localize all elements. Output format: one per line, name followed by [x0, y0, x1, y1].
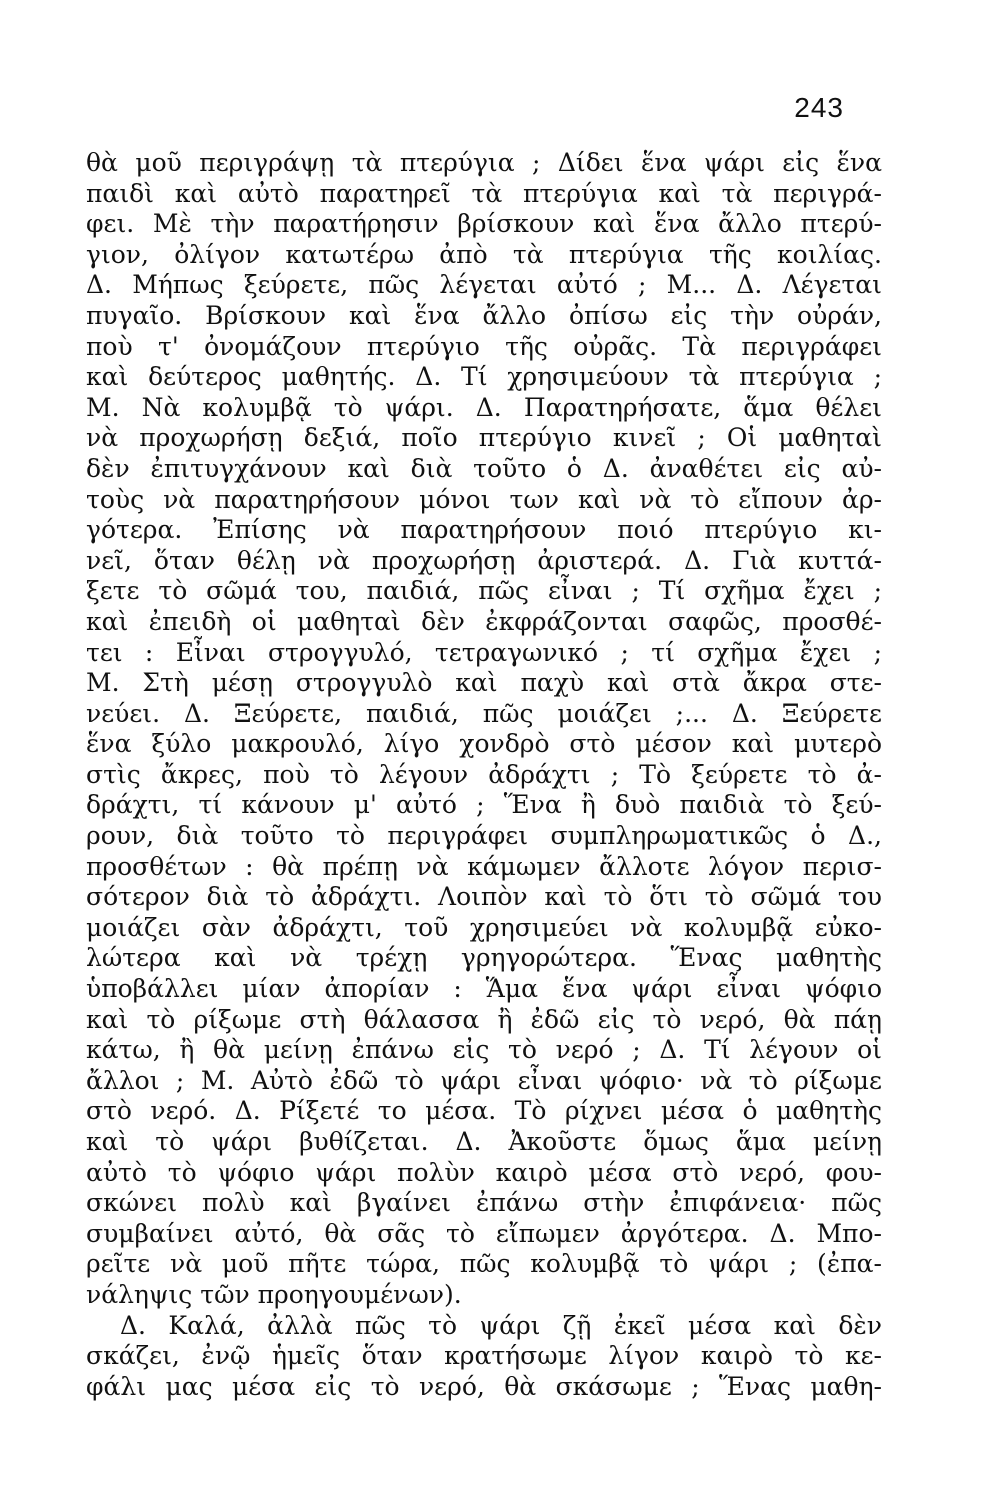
text-line: σκάζει, ἐνῷ ἡμεῖς ὅταν κρατήσωμε λίγον καιρὸ τὸ κε-: [86, 1341, 882, 1371]
text-line: κάτω, ἢ θὰ μείνῃ ἐπάνω εἰς τὸ νερό ; Δ. Τί λέγουν οἱ: [86, 1035, 882, 1065]
text-line: Δ. Καλά, ἀλλὰ πῶς τὸ ψάρι ζῇ ἐκεῖ μέσα καὶ δὲν: [120, 1310, 882, 1340]
text-line: ποὺ τ' ὀνομάζουν πτερύγιο τῆς οὐρᾶς. Τὰ περιγράφει: [86, 331, 882, 361]
text-line: καὶ ἐπειδὴ οἱ μαθηταὶ δὲν ἐκφράζονται σαφῶς, προσθέ-: [86, 606, 882, 636]
text-line: ἕνα ξύλο μακρουλό, λίγο χονδρὸ στὸ μέσον καὶ μυτερὸ: [86, 729, 882, 759]
text-line: στὸ νερό. Δ. Ρίξετέ το μέσα. Τὸ ρίχνει μέσα ὁ μαθητὴς: [86, 1096, 882, 1126]
text-line: Μ. Νὰ κολυμβᾷ τὸ ψάρι. Δ. Παρατηρήσατε, ἅμα θέλει: [86, 392, 882, 422]
text-line: μοιάζει σὰν ἀδράχτι, τοῦ χρησιμεύει νὰ κολυμβᾷ εὐκο-: [86, 912, 882, 942]
body-text: [86, 148, 882, 1402]
text-line: αὐτὸ τὸ ψόφιο ψάρι πολὺν καιρὸ μέσα στὸ νερό, φου-: [86, 1157, 882, 1187]
page-number: 243: [794, 92, 844, 123]
text-line: νάληψις τῶν προηγουμένων).: [86, 1279, 462, 1309]
text-line: ρεῖτε νὰ μοῦ πῆτε τώρα, πῶς κολυμβᾷ τὸ ψάρι ; (ἐπα-: [86, 1249, 882, 1279]
text-line: λώτερα καὶ νὰ τρέχῃ γρηγορώτερα. Ἕνας μαθητὴς: [86, 943, 882, 973]
text-line: ξετε τὸ σῶμά του, παιδιά, πῶς εἶναι ; Τί σχῆμα ἔχει ;: [86, 576, 882, 606]
text-line: Μ. Στὴ μέσῃ στρογγυλὸ καὶ παχὺ καὶ στὰ ἄκρα στε-: [86, 668, 882, 698]
text-line: πυγαῖο. Βρίσκουν καὶ ἕνα ἄλλο ὀπίσω εἰς τὴν οὐράν,: [86, 300, 882, 330]
text-line: ρουν, διὰ τοῦτο τὸ περιγράφει συμπληρωματικῶς ὁ Δ.,: [86, 821, 882, 851]
text-line: νεῖ, ὅταν θέλῃ νὰ προχωρήσῃ ἀριστερά. Δ. Γιὰ κυττά-: [86, 545, 882, 575]
text-line: Δ. Μήπως ξεύρετε, πῶς λέγεται αὐτό ; Μ... Δ. Λέγεται: [86, 270, 882, 300]
text-line: καὶ τὸ ψάρι βυθίζεται. Δ. Ἀκοῦστε ὅμως ἅμα μείνῃ: [86, 1127, 882, 1156]
text-line: στὶς ἄκρες, ποὺ τὸ λέγουν ἀδράχτι ; Τὸ ξεύρετε τὸ ἀ-: [86, 759, 882, 789]
text-line: συμβαίνει αὐτό, θὰ σᾶς τὸ εἴπωμεν ἀργότερα. Δ. Μπο-: [86, 1218, 882, 1248]
text-line: προσθέτων : θὰ πρέπῃ νὰ κάμωμεν ἄλλοτε λόγον περισ-: [86, 851, 882, 881]
text-line: ἄλλοι ; Μ. Αὐτὸ ἐδῶ τὸ ψάρι εἶναι ψόφιο· νὰ τὸ ρίξωμε: [86, 1065, 882, 1095]
text-line: δράχτι, τί κάνουν μ' αὐτό ; Ἕνα ἢ δυὸ παιδιὰ τὸ ξεύ-: [86, 790, 882, 820]
text-line: νεύει. Δ. Ξεύρετε, παιδιά, πῶς μοιάζει ;... Δ. Ξεύρετε: [86, 698, 882, 728]
text-line: γότερα. Ἐπίσης νὰ παρατηρήσουν ποιό πτερύγιο κι-: [86, 515, 882, 545]
text-line: γιον, ὀλίγον κατωτέρω ἀπὸ τὰ πτερύγια τῆς κοιλίας.: [86, 239, 882, 269]
text-line: καὶ δεύτερος μαθητής. Δ. Τί χρησιμεύουν τὰ πτερύγια ;: [86, 362, 882, 392]
text-line: παιδὶ καὶ αὐτὸ παρατηρεῖ τὰ πτερύγια καὶ τὰ περιγρά-: [86, 178, 882, 208]
text-line: καὶ τὸ ρίξωμε στὴ θάλασσα ἢ ἐδῶ εἰς τὸ νερό, θὰ πάῃ: [86, 1004, 882, 1034]
text-line: τοὺς νὰ παρατηρήσουν μόνοι των καὶ νὰ τὸ εἴπουν ἀρ-: [86, 484, 882, 514]
text-line: τει : Εἶναι στρογγυλό, τετραγωνικό ; τί σχῆμα ἔχει ;: [86, 637, 882, 667]
text-line: φει. Μὲ τὴν παρατήρησιν βρίσκουν καὶ ἕνα ἄλλο πτερύ-: [86, 209, 882, 239]
text-line: ὑποβάλλει μίαν ἀπορίαν : Ἅμα ἕνα ψάρι εἶναι ψόφιο: [86, 974, 882, 1004]
text-line: σότερον διὰ τὸ ἀδράχτι. Λοιπὸν καὶ τὸ ὅτι τὸ σῶμά του: [86, 882, 882, 912]
text-line: νὰ προχωρήσῃ δεξιά, ποῖο πτερύγιο κινεῖ ; Οἱ μαθηταὶ: [86, 423, 882, 453]
text-line: δὲν ἐπιτυγχάνουν καὶ διὰ τοῦτο ὁ Δ. ἀναθέτει εἰς αὐ-: [86, 453, 882, 483]
text-line: φάλι μας μέσα εἰς τὸ νερό, θὰ σκάσωμε ; Ἕνας μαθη-: [86, 1371, 882, 1401]
text-line: θὰ μοῦ περιγράψῃ τὰ πτερύγια ; Δίδει ἕνα ψάρι εἰς ἕνα: [86, 148, 882, 177]
text-line: σκώνει πολὺ καὶ βγαίνει ἐπάνω στὴν ἐπιφάνεια· πῶς: [86, 1188, 882, 1218]
